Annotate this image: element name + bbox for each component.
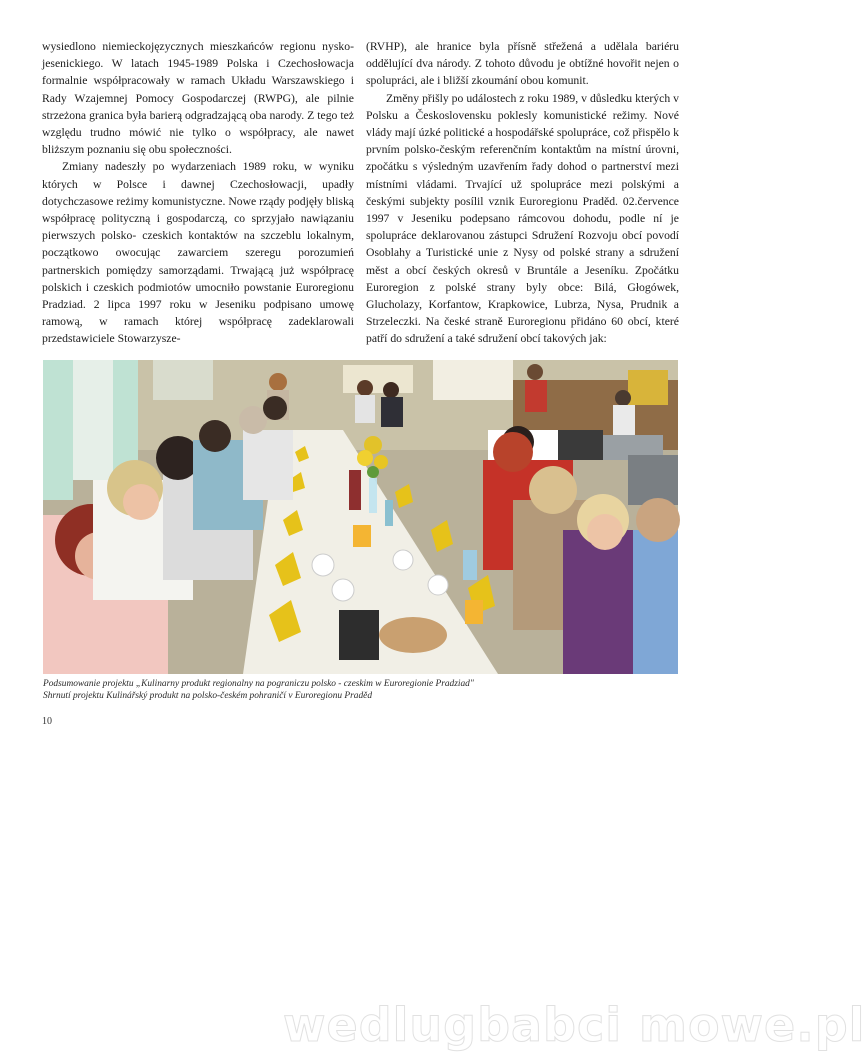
wall-banner xyxy=(628,370,668,405)
right-paragraph-1: (RVHP), ale hranice byla přísně střežená a udělala bariéru oddělující dva národy. Z tohoto důvodu je obtížné hovořit nejen o spolupráci, ale i bližší zkoumání obou komunit. xyxy=(366,40,679,88)
left-paragraph-1: wysiedlono niemieckojęzycznych mieszkańców regionu nysko-jesenickiego. W latach 1945-1989 Polska i Czechosłowacja formalnie współpracowały w ramach Układu Warszawskiego i Rady Wzajemnej Pomocy Gospodarczej (RWPG), ale pilnie strzeżona granica była barierą odgradzającą oba narody. Z tego też względu trudno mówić nie tylko o współpracy, ale nawet bliższym poznaniu się obu społeczności. xyxy=(42,40,354,157)
left-paragraph-2: Zmiany nadeszły po wydarzeniach 1989 roku, w wyniku których w Polsce i dawnej Czechosłowacji, upadły dotychczasowe reżimy komunistyczne. Nowe rządy podjęły bliską współpracę polityczną i gospodarczą, co sprzyjało nawiązaniu pierwszych polsko- czeskich kontaktów na szczeblu lokalnym, początkowo owocując zawarciem szeregu porozumień partnerskich pomiędzy samorządami. Trwającą już współpracę polskich i czeskich podmiotów umocniło powstanie Euroregionu Pradziad. 2 lipca 1997 roku w Jeseniku podpisano umowę ramową, w ramach której współpracę zadeklarowali przedstawiciele Stowarzysze- xyxy=(42,160,354,346)
right-paragraph-2: Změny přišly po událostech z roku 1989, v důsledku kterých v Polsku a Československu poklesly komunistické režimy. Nové vlády mají úzké politické a hospodářské spolupráce, což přispělo k prvním polsko-českým referenčním kontaktům na místní úrovni, zpočátku s výsledným uzavřením řady dohod o partnerství mezi místními vládami. Trvající už spolupráce mezi polskými a českými subjekty posílil vznik Euroregionu Praděd. 02.července 1997 v Jeseniku podepsano rámcovou dohodu, podle ní je spolupráce deklarovanou zástupci Sdružení Rozvoju obcí povodí Osoblahy a Turistické unie z Nysy od polské strany a sdružení měst a obcí českých okresů v Bruntále a Jeseníku. Zpočátku Euroregion z polské strany byly obce: Bilá, Głogówek, Glucholazy, Korfantow, Krapkowice, Lubrza, Nysa, Prudnik a Strzeleczki. Na české straně Euroregionu přidáno 60 obcí, které patří do sdružení a také sdružení obcí takových jak: xyxy=(366,91,679,346)
window-left xyxy=(73,360,113,480)
banquet-table-illustration xyxy=(43,360,678,674)
projection-screen xyxy=(433,360,513,400)
curtain-left xyxy=(43,360,73,500)
watermark: wedlugbabci mowe.pl xyxy=(283,998,865,1052)
left-text-column xyxy=(42,38,354,348)
right-text-column xyxy=(366,38,679,348)
page-number: 10 xyxy=(42,716,52,727)
caption-polish: Podsumowanie projektu „Kulinarny produkt regionalny na pograniczu polsko - czeskim w Euroregionie Pradziad" xyxy=(43,679,474,689)
poster-board xyxy=(343,365,413,393)
guest-red-hair-right xyxy=(493,432,533,472)
window-top xyxy=(153,360,213,400)
caption-czech: Shrnutí projektu Kulinářský produkt na polsko-českém pohraničí v Euroregionu Praděd xyxy=(43,691,373,701)
